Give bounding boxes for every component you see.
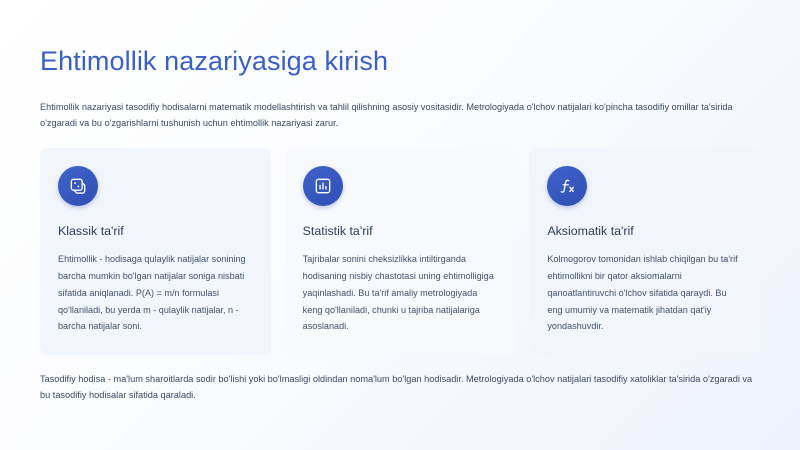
card-body: Ehtimollik - hodisaga qulaylik natijalar sonining barcha mumkin bo'lgan natijalar soniga nisbati sifatida aniqlanadi. P(A) = m/n formulasi qo'llaniladi, bu yerda m - qulaylik natijalar, n - barcha natijalar soni. xyxy=(58,254,246,332)
card-title: Statistik ta'rif xyxy=(302,224,373,239)
card-title: Klassik ta'rif xyxy=(58,224,124,239)
card-title: Aksiomatik ta'rif xyxy=(547,224,634,239)
outro-paragraph: Tasodifiy hodisa - ma'lum sharoitlarda sodir bo'lishi yoki bo'lmasligi oldindan noma'lum bo'lgan hodisadir. Metrologiyada o'lchov natijalari tasodifiy xatoliklar ta'sirida o'zgaradi va bu tasodifiy hodisalar sifatida qaraladi. xyxy=(40,374,753,401)
card-body: Kolmogorov tomonidan ishlab chiqilgan bu ta'rif ehtimollikni bir qator aksiomalarni qanoatlantiruvchi o'lchov sifatida qaraydi. Bu eng umumiy va matematik jihatdan qat'iy yondashuvdir. xyxy=(547,254,738,332)
card-statistical xyxy=(285,148,516,355)
function-icon xyxy=(547,166,587,206)
dice-icon xyxy=(58,166,98,206)
card-axiomatic xyxy=(529,148,760,355)
card-body: Tajribalar sonini cheksizlikka intiltirganda hodisaning nisbiy chastotasi uning ehtimolligiga yaqinlashadi. Bu ta'rif amaliy metrologiyada keng qo'llaniladi, chunki u tajriba natijalariga asoslanadi. xyxy=(302,254,494,332)
intro-paragraph: Ehtimollik nazariyasi tasodifiy hodisalarni matematik modellashtirish va tahlil qilishning asosiy vositasidir. Metrologiyada o'lchov natijalari ko'pincha tasodifiy omillar ta'sirida o'zgaradi va bu o'zgarishlarni tushunish uchun ehtimollik nazariyasi zarur. xyxy=(40,102,733,129)
bar-chart-icon xyxy=(303,166,343,206)
page-title: Ehtimollik nazariyasiga kirish xyxy=(40,46,389,76)
card-classical xyxy=(40,148,271,355)
definition-cards xyxy=(40,148,760,355)
